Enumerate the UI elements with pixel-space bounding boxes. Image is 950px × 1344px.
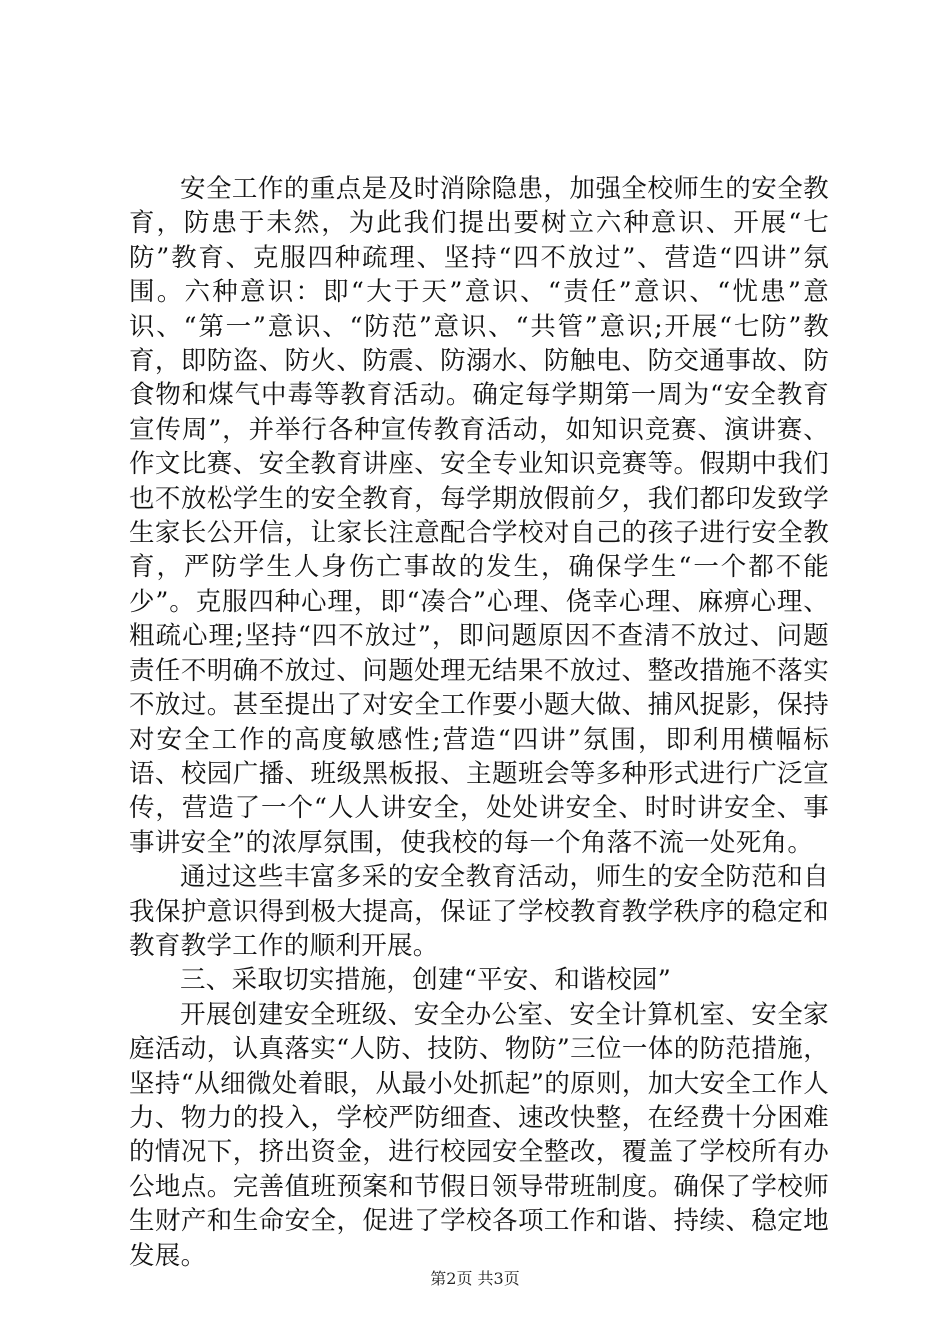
paragraph-safety-measures: 开展创建安全班级、安全办公室、安全计算机室、安全家庭活动，认真落实“人防、技防、物防”三位一体的防范措施，坚持“从细微处着眼，从最小处抓起”的原则，加大安全工作人力、物力的投入，学校严防细查、速改快整，在经费十分困难的情况下，挤出资金，进行校园安全整改，覆盖了学校所有办公地点。完善值班预案和节假日领导带班制度。确保了学校师生财产和生命安全，促进了学校各项工作和谐、持续、稳定地发展。 [129, 999, 829, 1271]
section-heading-three: 三、采取切实措施，创建“平安、和谐校园” [180, 965, 672, 996]
paragraph-safety-awareness: 安全工作的重点是及时消除隐患，加强全校师生的安全教育，防患于未然，为此我们提出要树立六种意识、开展“七防”教育、克服四种疏理、坚持“四不放过”、营造“四讲”氛围。六种意识：即“大于天”意识、“责任”意识、“忧患”意识、“第一”意识、“防范”意识、“共管”意识;开展“七防”教育，即防盗、防火、防震、防溺水、防触电、防交通事故、防食物和煤气中毒等教育活动。确定每学期第一周为“安全教育宣传周”，并举行各种宣传教育活动，如知识竞赛、演讲赛、作文比赛、安全教育讲座、安全专业知识竞赛等。假期中我们也不放松学生的安全教育，每学期放假前夕，我们都印发致学生家长公开信，让家长注意配合学校对自己的孩子进行安全教育，严防学生人身伤亡事故的发生，确保学生“一个都不能少”。克服四种心理，即“凑合”心理、侥幸心理、麻痹心理、粗疏心理;坚持“四不放过”，即问题原因不查清不放过、问题责任不明确不放过、问题处理无结果不放过、整改措施不落实不放过。甚至提出了对安全工作要小题大做、捕风捉影，保持对安全工作的高度敏感性;营造“四讲”氛围，即利用横幅标语、校园广播、班级黑板报、主题班会等多种形式进行广泛宣传，营造了一个“人人讲安全，处处讲安全、时时讲安全、事事讲安全”的浓厚氛围，使我校的每一个角落不流一处死角。 [129, 174, 829, 858]
page-number-footer: 第2页 共3页 [430, 1269, 520, 1288]
document-body [129, 172, 829, 1273]
paragraph-education-results: 通过这些丰富多采的安全教育活动，师生的安全防范和自我保护意识得到极大提高，保证了学校教育教学秩序的稳定和教育教学工作的顺利开展。 [129, 862, 829, 961]
